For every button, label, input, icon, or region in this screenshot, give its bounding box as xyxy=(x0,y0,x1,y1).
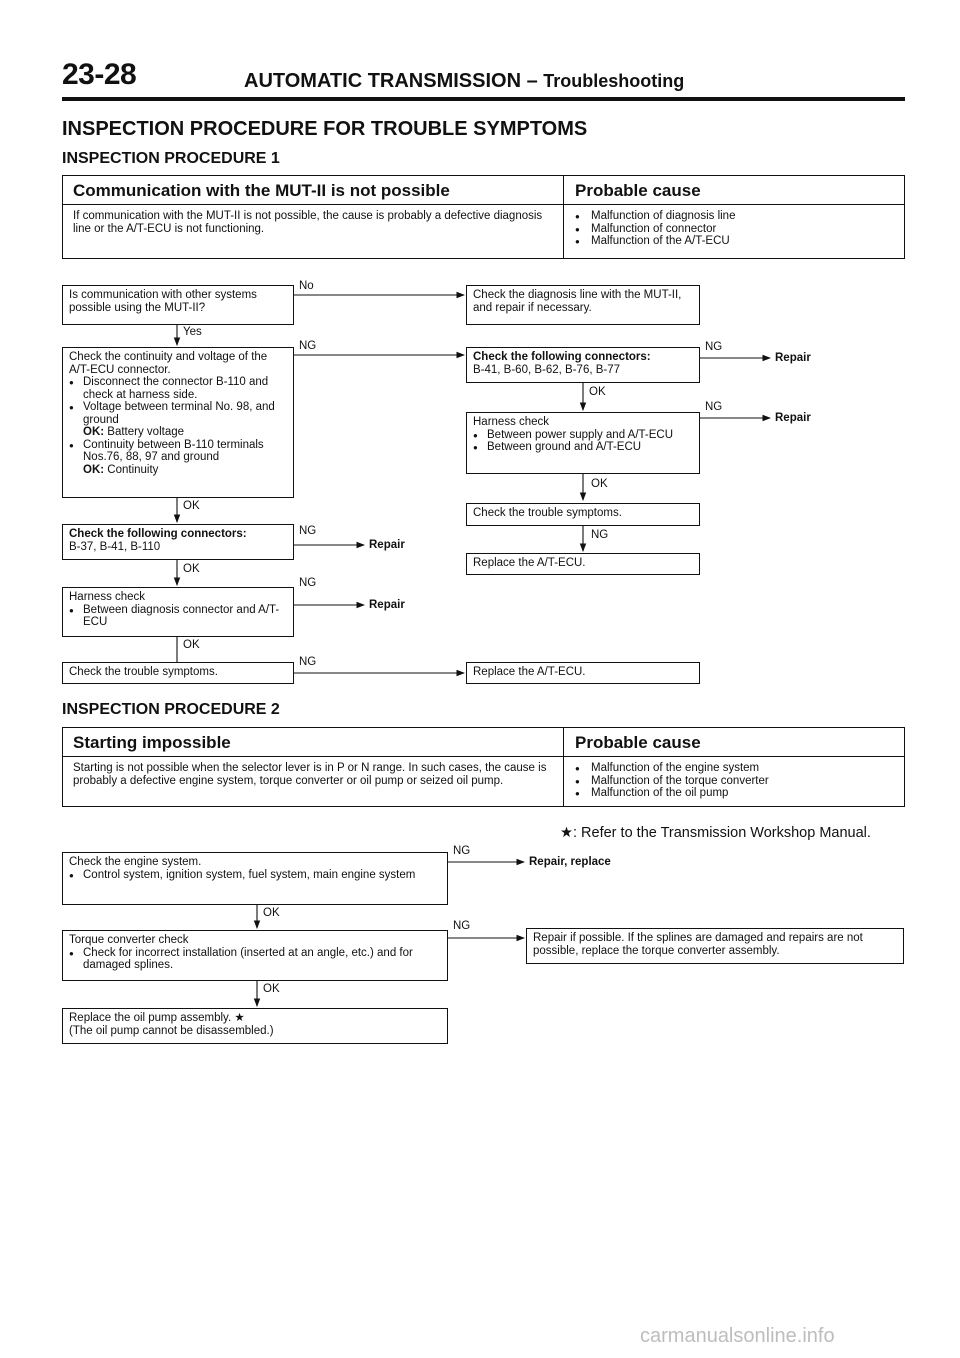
proc2-cause-item: ● Malfunction of the torque converter xyxy=(575,775,885,788)
ng-label: NG xyxy=(299,656,317,668)
proc2-table-vsep xyxy=(563,728,564,806)
check-connectors-a-box xyxy=(62,524,294,560)
header-dash: – xyxy=(526,70,538,92)
ok-label: OK xyxy=(263,907,280,919)
header-subtitle: Troubleshooting xyxy=(543,71,685,91)
proc1-symptom-text: If communication with the MUT-II is not possible, the cause is probably a defective diagnosis line or the A/T-ECU is not functioning. xyxy=(73,210,543,235)
proc1-cause-item: ● Malfunction of diagnosis line xyxy=(575,210,885,223)
continuity-voltage-check-box xyxy=(62,347,294,498)
ng-label: NG xyxy=(299,577,317,589)
proc2-cause-item: ● Malfunction of the engine system xyxy=(575,762,885,775)
repair-label: Repair xyxy=(369,599,405,611)
check-trouble-symptoms-left-box: Check the trouble symptoms. xyxy=(62,662,294,684)
proc1-cause-item: ● Malfunction of the A/T-ECU xyxy=(575,235,885,248)
repair-label: Repair xyxy=(775,352,811,364)
continuity-check-item xyxy=(69,439,287,477)
replace-oil-pump-box xyxy=(62,1008,448,1044)
page-number: 23-28 xyxy=(62,58,137,91)
continuity-check-item: ● Disconnect the connector B-110 and check at harness side. xyxy=(69,376,287,401)
harness-check-b-title: Harness check xyxy=(473,416,550,428)
proc2-cause-item: ● Malfunction of the oil pump xyxy=(575,787,885,800)
proc1-symptom-header: Communication with the MUT-II is not possible xyxy=(73,181,450,200)
ok-label: OK xyxy=(591,478,608,490)
check-connectors-b-list: B-41, B-60, B-62, B-76, B-77 xyxy=(473,363,621,376)
q-communication-box: Is communication with other systems possible using the MUT-II? xyxy=(62,285,294,325)
proc1-cause-item: ● Malfunction of connector xyxy=(575,223,885,236)
ok-label: OK xyxy=(263,983,280,995)
ng-label: NG xyxy=(705,401,723,413)
proc2-cause-header: Probable cause xyxy=(575,733,701,752)
proc1-title: INSPECTION PROCEDURE 1 xyxy=(62,150,280,167)
ok-value: Continuity xyxy=(107,463,159,476)
repair-torque-converter-box: Repair if possible. If the splines are damaged and repairs are not possible, replace the torque converter assembly. xyxy=(526,928,904,964)
replace-oil-pump-line2: (The oil pump cannot be disassembled.) xyxy=(69,1024,274,1037)
ng-label: NG xyxy=(591,529,609,541)
check-engine-system-item: ● Control system, ignition system, fuel system, main engine system xyxy=(69,869,441,882)
harness-check-b-box xyxy=(466,412,700,474)
continuity-check-title: Check the continuity and voltage of the A/T-ECU connector. xyxy=(69,351,268,376)
check-trouble-symptoms-right-box: Check the trouble symptoms. xyxy=(466,503,700,526)
ng-label: NG xyxy=(299,525,317,537)
proc2-symptom-text: Starting is not possible when the selector lever is in P or N range. In such cases, the cause is probably a defective engine system, torque converter or oil pump or seized oil pump. xyxy=(73,762,547,787)
repair-label: Repair xyxy=(775,412,811,424)
section-title: INSPECTION PROCEDURE FOR TROUBLE SYMPTOMS xyxy=(62,118,588,140)
check-engine-system-title: Check the engine system. xyxy=(69,856,202,868)
torque-converter-check-box xyxy=(62,930,448,981)
ng-label: NG xyxy=(705,341,723,353)
proc2-symptom-header: Starting impossible xyxy=(73,733,231,752)
check-connectors-b-box xyxy=(466,347,700,383)
proc2-table-hsep xyxy=(63,756,904,757)
harness-check-b-item: ● Between ground and A/T-ECU xyxy=(473,441,693,454)
replace-ecu-bottom-box: Replace the A/T-ECU. xyxy=(466,662,700,684)
harness-check-a-box xyxy=(62,587,294,637)
ok-value: Battery voltage xyxy=(107,426,185,438)
repair-replace-label: Repair, replace xyxy=(529,856,611,868)
continuity-check-item-text: Continuity between B-110 terminals Nos.76, 88, 97 and ground xyxy=(83,438,264,463)
ok-label: OK xyxy=(183,500,200,512)
replace-ecu-right-box: Replace the A/T-ECU. xyxy=(466,553,700,575)
ok-prefix: OK: xyxy=(83,426,105,438)
ok-label: OK xyxy=(183,639,200,651)
yes-label: Yes xyxy=(183,326,202,338)
torque-converter-check-item: ● Check for incorrect installation (inserted at an angle, etc.) and for damaged splines. xyxy=(69,947,441,972)
check-connectors-b-title: Check the following connectors: xyxy=(473,351,651,363)
ok-prefix: OK: xyxy=(83,463,105,476)
harness-check-a-title: Harness check xyxy=(69,591,146,603)
replace-oil-pump-line1: Replace the oil pump assembly. ★ xyxy=(69,1012,245,1024)
harness-check-b-item: ● Between power supply and A/T-ECU xyxy=(473,429,693,442)
check-diagnosis-line-box: Check the diagnosis line with the MUT-II, and repair if necessary. xyxy=(466,285,700,325)
ng-label: NG xyxy=(453,845,471,857)
proc2-title: INSPECTION PROCEDURE 2 xyxy=(62,701,280,718)
repair-label: Repair xyxy=(369,539,405,551)
ok-label: OK xyxy=(183,563,200,575)
workshop-manual-note: ★: Refer to the Transmission Workshop Manual. xyxy=(560,825,871,841)
no-label: No xyxy=(299,280,314,292)
ok-label: OK xyxy=(589,386,606,398)
ng-label: NG xyxy=(453,920,471,932)
ng-label: NG xyxy=(299,340,317,352)
check-engine-system-box xyxy=(62,852,448,905)
proc1-cause-header: Probable cause xyxy=(575,181,701,200)
proc2-table xyxy=(62,727,905,807)
watermark: carmanualsonline.info xyxy=(640,1325,835,1347)
continuity-check-item xyxy=(69,401,287,439)
torque-converter-check-title: Torque converter check xyxy=(69,934,189,946)
harness-check-a-item: ● Between diagnosis connector and A/T-ECU xyxy=(69,604,287,629)
header-main-title: AUTOMATIC TRANSMISSION xyxy=(244,70,522,92)
proc2-causes xyxy=(565,758,895,804)
continuity-check-item-text: Voltage between terminal No. 98, and ground xyxy=(83,401,275,426)
check-connectors-a-title: Check the following connectors: xyxy=(69,528,247,540)
check-connectors-a-list: B-37, B-41, B-110 xyxy=(69,540,161,553)
